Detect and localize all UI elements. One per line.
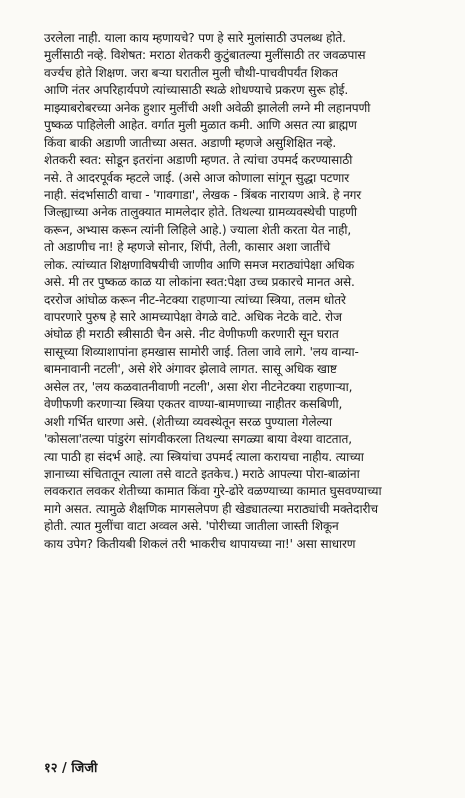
text-line: मुलींसाठी नव्हे. विशेषत: मराठा शेतकरी कुटुंबातल्या मुलींसाठी तर जवळपास [44, 48, 366, 63]
text-line: उरलेला नाही. याला काय म्हणायचे? पण हे सारे मुलांसाठी उपलब्ध होते. [44, 31, 346, 45]
text-line: नसे. ते आदरपूर्वक म्हटले जाई. (असे आज कोणाला सांगून सुद्धा पटणार [44, 170, 350, 185]
text-line: दररोज आंघोळ करून नीट-नेटक्या राहणाऱ्या त्यांच्या स्त्रिया, तलम धोतरे [44, 292, 346, 307]
text-line: तो अडाणीच ना! हे म्हणजे सोनार, शिंपी, तेली, कासार अशा जातींचे [44, 240, 331, 255]
text-line: लोक. त्यांच्यात शिक्षणाविषयीची जाणीव आणि समज मराठ्यांपेक्षा अधिक [44, 257, 355, 272]
text-line: नाही. संदर्भासाठी वाचा - 'गावगाडा', लेखक - त्रिंबक नारायण आत्रे. हे नगर [44, 187, 362, 202]
page-footer: १२ / जिजी [44, 761, 98, 776]
text-line: वर्ज्यच होते शिक्षण. जरा बऱ्या घरातील मुली चौथी-पाचवीपर्यंत शिकत [44, 65, 338, 80]
text-line: ज्ञानाच्या संचितातून त्याला तसे वाटते इतकेच.) मराठे आपल्या पोरा-बाळांना [44, 466, 360, 481]
text-line: त्या पाठी हा संदर्भ आहे. त्या स्त्रियांचा उपमर्द त्याला करायचा नाहीय. त्याच्या [44, 449, 364, 464]
body-text [44, 30, 445, 553]
text-line: करून, अभ्यास करून त्यांनी लिहिले आहे.) ज्याला शेती करता येत नाही, [44, 222, 352, 237]
text-line: सासूच्या शिव्याशापांना हमखास सामोरी जाई. तिला जावे लागे. 'लय वान्या- [44, 344, 359, 359]
text-line: मागे असत. त्यामुळे शैक्षणिक मागसलेपण ही खेड्यातल्या मराठ्यांची मक्तेदारीच [44, 501, 378, 516]
text-line: अशी गर्भित धारणा असे. (शेतीच्या व्यवस्थेतून सरळ पुण्याला गेलेल्या [44, 414, 332, 429]
text-line: 'कोसला'तल्या पांडुरंग सांगवीकरला तिथल्या सगळ्या बाया वेश्या वाटतात, [44, 432, 352, 447]
text-line: असेल तर, 'लय कळवातनीवाणी नटली', असा शेरा नीटनेटक्या राहणाऱ्या, [44, 379, 353, 394]
text-line: पुष्कळ पाहिलेली आहेत. वर्गात मुली मुळात कमी. आणि असत त्या ब्राह्मण [44, 118, 357, 133]
text-line: शेतकरी स्वत: सोडून इतरांना अडाणी म्हणत. ते त्यांचा उपमर्द करण्यासाठी [44, 153, 353, 168]
text-line: जिल्ह्याच्या अनेक तालुक्यात मामलेदार होते. तिथल्या ग्रामव्यवस्थेची पाहणी [44, 205, 357, 220]
text-line: वापरणारे पुरुष हे सारे आमच्यापेक्षा वेगळे वाटे. अधिक नेटके वाटे. रोज [44, 310, 342, 324]
text-line: होती. त्यात मुलींचा वाटा अव्वल असे. 'पोरीच्या जातीला जास्ती शिकून [44, 519, 339, 534]
text-line: असे. मी तर पुष्कळ काळ या लोकांना स्वत:पेक्षा उच्च प्रकारचे मानत असे. [44, 275, 355, 290]
text-line: किंवा बाकी अडाणी जातीच्या असत. अडाणी म्हणजे असुशिक्षित नव्हे. [44, 135, 337, 150]
text-line: काय उपेग? कितीयबी शिकलं तरी भाकरीच थापायच्या ना!' असा साधारण [44, 536, 356, 551]
text-line: वेणीफणी करणाऱ्या स्त्रिया एकतर वाण्या-बामणाच्या नाहीतर कसबिणी, [44, 397, 343, 412]
text-line: लवकरात लवकर शेतीच्या कामात किंवा गुरे-ढोरे वळण्याच्या कामात घुसवण्याच्या [44, 484, 382, 499]
text-line: आणि नंतर अपरिहार्यपणे त्यांच्यासाठी स्थळे शोधण्याचे प्रकरण सुरू होई. [44, 83, 349, 98]
text-line: माझ्याबरोबरच्या अनेक हुशार मुलींची अशी अवेळी झालेली लग्ने मी लहानपणी [44, 100, 371, 115]
text-line: बामनावानी नटली', असे शेरे अंगावर झेलावे लागत. सासू अधिक खाष्ट [44, 362, 337, 377]
text-line: अंघोळ ही मराठी स्त्रीसाठी चैन असे. नीट वेणीफणी करणारी सून घरात [44, 327, 339, 342]
